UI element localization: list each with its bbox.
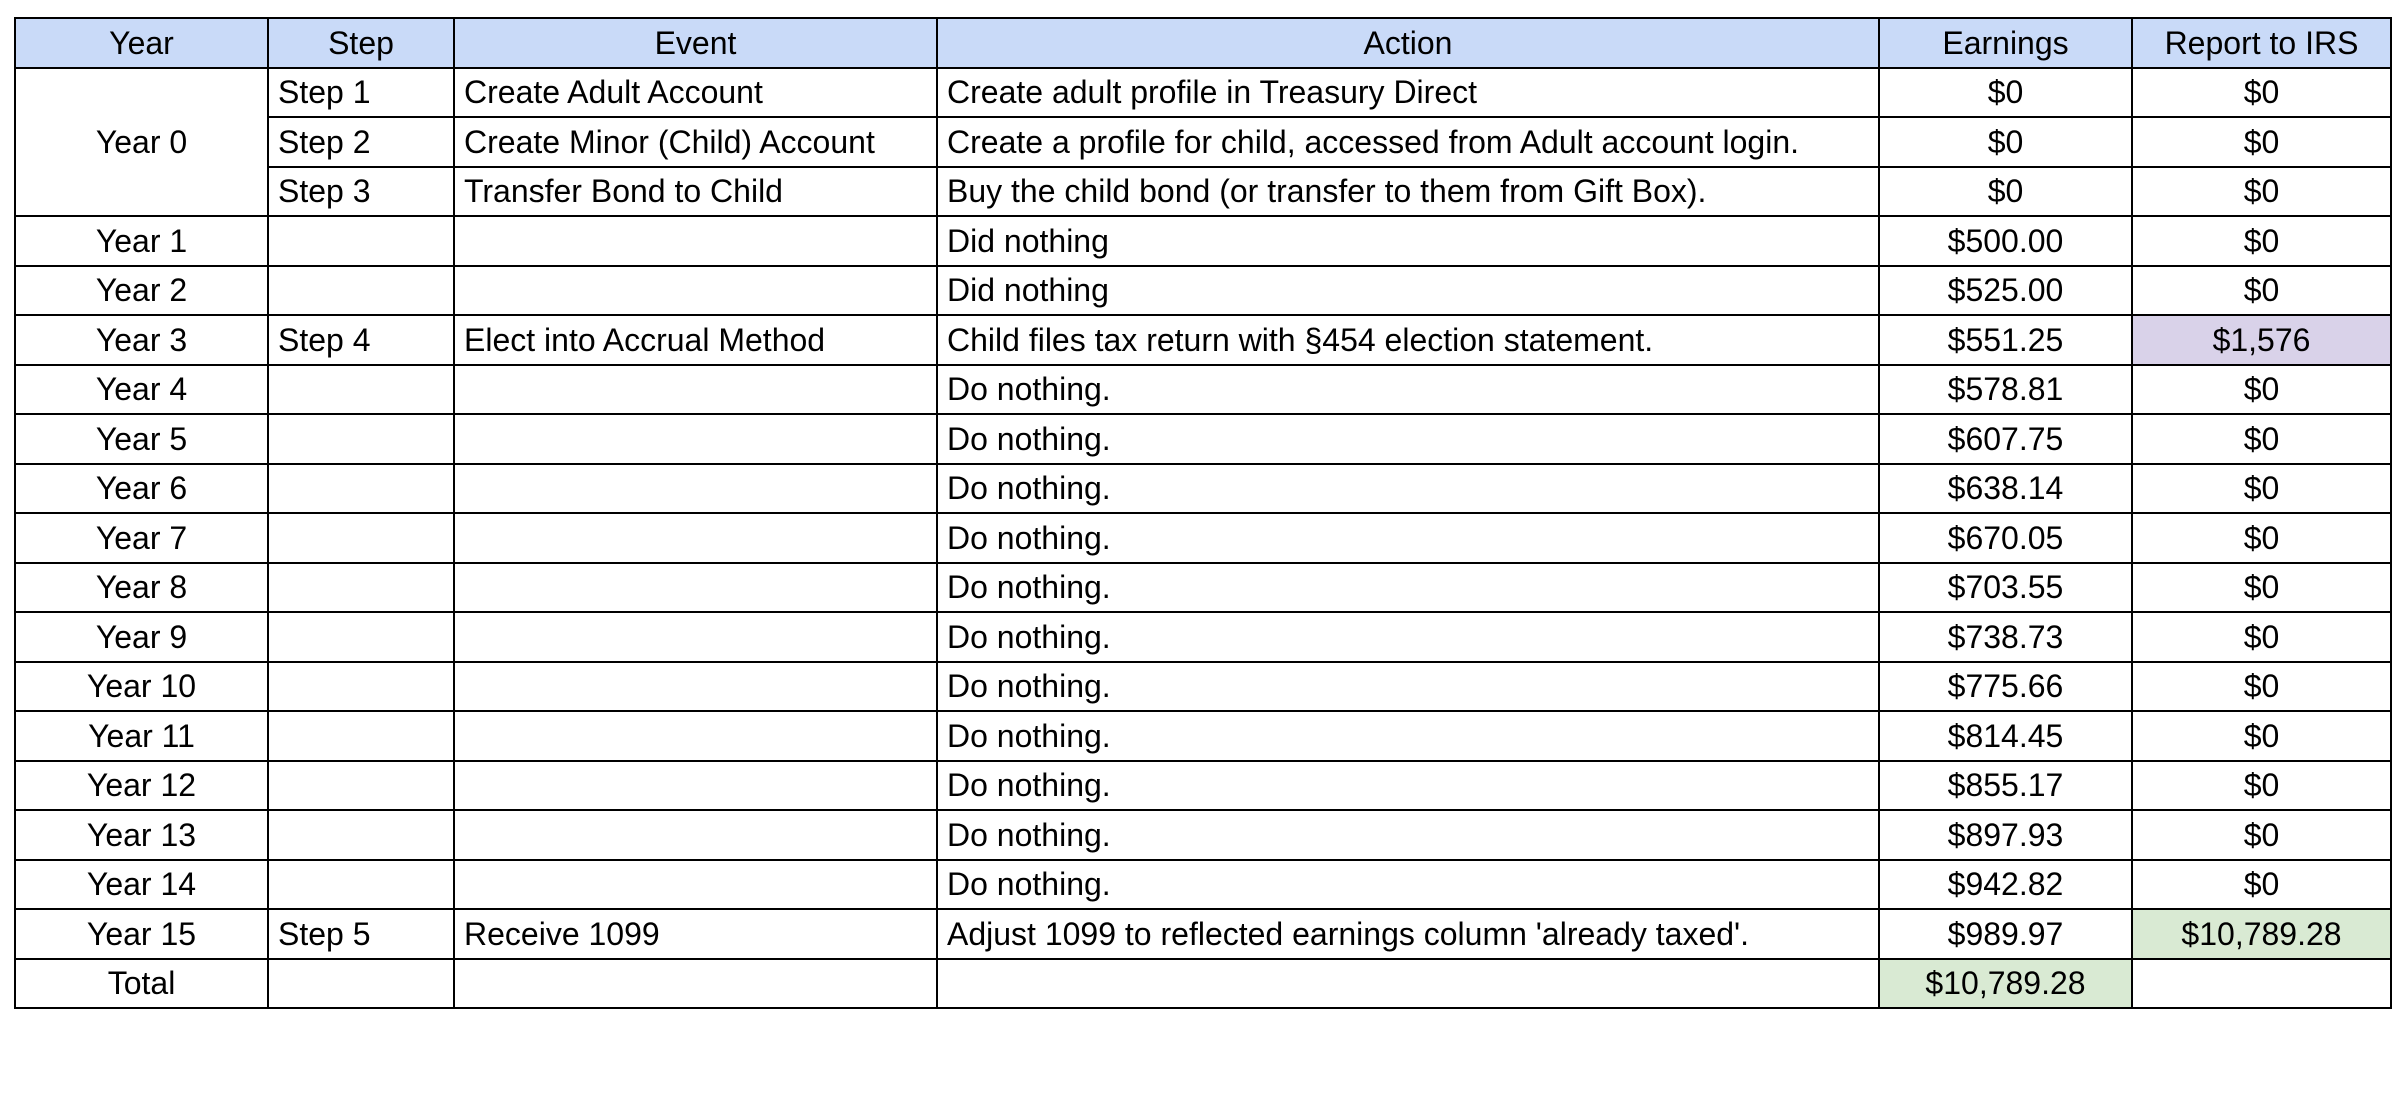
table-row	[15, 266, 2391, 316]
step-cell[interactable]: Step 2	[268, 117, 454, 167]
report-to-irs-cell[interactable]: $0	[2132, 414, 2391, 464]
step-cell[interactable]: Step 3	[268, 167, 454, 217]
earnings-cell[interactable]: $0	[1879, 117, 2132, 167]
table-header	[15, 18, 2391, 68]
action-cell[interactable]: Do nothing.	[937, 860, 1879, 910]
step-cell[interactable]	[268, 266, 454, 316]
event-cell[interactable]	[454, 464, 937, 514]
table-row	[15, 414, 2391, 464]
column-header-earnings[interactable]: Earnings	[1879, 18, 2132, 68]
report-to-irs-cell[interactable]: $10,789.28	[2132, 909, 2391, 959]
report-to-irs-cell[interactable]: $0	[2132, 810, 2391, 860]
earnings-cell[interactable]: $855.17	[1879, 761, 2132, 811]
table-row	[15, 711, 2391, 761]
year-cell[interactable]: Year 15	[15, 909, 268, 959]
action-cell[interactable]: Child files tax return with §454 election statement.	[937, 315, 1879, 365]
event-cell[interactable]	[454, 761, 937, 811]
action-cell[interactable]: Buy the child bond (or transfer to them from Gift Box).	[937, 167, 1879, 217]
action-cell[interactable]: Did nothing	[937, 216, 1879, 266]
column-header-year[interactable]: Year	[15, 18, 268, 68]
event-cell[interactable]	[454, 414, 937, 464]
step-cell[interactable]	[268, 464, 454, 514]
step-cell[interactable]: Step 5	[268, 909, 454, 959]
year-cell[interactable]: Year 5	[15, 414, 268, 464]
table-row	[15, 860, 2391, 910]
earnings-cell[interactable]: $989.97	[1879, 909, 2132, 959]
action-cell[interactable]: Do nothing.	[937, 365, 1879, 415]
earnings-cell[interactable]: $525.00	[1879, 266, 2132, 316]
step-cell[interactable]: Step 1	[268, 68, 454, 118]
report-to-irs-cell[interactable]: $0	[2132, 117, 2391, 167]
earnings-cell[interactable]: $578.81	[1879, 365, 2132, 415]
earnings-cell[interactable]: $551.25	[1879, 315, 2132, 365]
earnings-cell[interactable]: $738.73	[1879, 612, 2132, 662]
year-cell[interactable]: Year 3	[15, 315, 268, 365]
report-to-irs-cell[interactable]: $0	[2132, 167, 2391, 217]
earnings-cell[interactable]: $10,789.28	[1879, 959, 2132, 1009]
step-cell[interactable]	[268, 216, 454, 266]
earnings-cell[interactable]: $0	[1879, 167, 2132, 217]
report-to-irs-cell[interactable]	[2132, 959, 2391, 1009]
step-cell[interactable]	[268, 563, 454, 613]
step-cell[interactable]	[268, 810, 454, 860]
report-to-irs-cell[interactable]: $1,576	[2132, 315, 2391, 365]
table-row	[15, 365, 2391, 415]
column-header-event[interactable]: Event	[454, 18, 937, 68]
year-cell[interactable]: Year 11	[15, 711, 268, 761]
event-cell[interactable]: Elect into Accrual Method	[454, 315, 937, 365]
year-cell[interactable]: Year 12	[15, 761, 268, 811]
year-cell[interactable]: Year 6	[15, 464, 268, 514]
earnings-cell[interactable]: $703.55	[1879, 563, 2132, 613]
header-row	[15, 18, 2391, 68]
report-to-irs-cell[interactable]: $0	[2132, 464, 2391, 514]
table-row	[15, 315, 2391, 365]
year-cell[interactable]: Year 10	[15, 662, 268, 712]
earnings-cell[interactable]: $775.66	[1879, 662, 2132, 712]
report-to-irs-cell[interactable]: $0	[2132, 266, 2391, 316]
table-row	[15, 117, 2391, 167]
year-cell[interactable]: Year 13	[15, 810, 268, 860]
event-cell[interactable]: Transfer Bond to Child	[454, 167, 937, 217]
table-row	[15, 464, 2391, 514]
table-row	[15, 909, 2391, 959]
action-cell[interactable]: Do nothing.	[937, 662, 1879, 712]
table-row	[15, 761, 2391, 811]
total-row	[15, 959, 2391, 1009]
year-cell[interactable]: Year 1	[15, 216, 268, 266]
table-row	[15, 662, 2391, 712]
action-cell[interactable]: Create a profile for child, accessed from Adult account login.	[937, 117, 1879, 167]
step-cell[interactable]	[268, 414, 454, 464]
action-cell[interactable]: Do nothing.	[937, 563, 1879, 613]
action-cell[interactable]	[937, 959, 1879, 1009]
step-cell[interactable]	[268, 761, 454, 811]
action-cell[interactable]: Do nothing.	[937, 612, 1879, 662]
report-to-irs-cell[interactable]: $0	[2132, 711, 2391, 761]
report-to-irs-cell[interactable]: $0	[2132, 761, 2391, 811]
table-row	[15, 216, 2391, 266]
event-cell[interactable]: Receive 1099	[454, 909, 937, 959]
action-cell[interactable]: Do nothing.	[937, 761, 1879, 811]
year-cell[interactable]: Year 7	[15, 513, 268, 563]
table-row	[15, 513, 2391, 563]
earnings-cell[interactable]: $670.05	[1879, 513, 2132, 563]
step-cell[interactable]	[268, 860, 454, 910]
earnings-cell[interactable]: $897.93	[1879, 810, 2132, 860]
table-row	[15, 810, 2391, 860]
action-cell[interactable]: Did nothing	[937, 266, 1879, 316]
earnings-cell[interactable]: $942.82	[1879, 860, 2132, 910]
event-cell[interactable]	[454, 513, 937, 563]
event-cell[interactable]	[454, 365, 937, 415]
table-body	[15, 68, 2391, 1009]
year-cell[interactable]: Year 9	[15, 612, 268, 662]
column-header-step[interactable]: Step	[268, 18, 454, 68]
event-cell[interactable]	[454, 810, 937, 860]
column-header-action[interactable]: Action	[937, 18, 1879, 68]
event-cell[interactable]	[454, 662, 937, 712]
event-cell[interactable]	[454, 959, 937, 1009]
earnings-cell[interactable]: $814.45	[1879, 711, 2132, 761]
report-to-irs-cell[interactable]: $0	[2132, 860, 2391, 910]
report-to-irs-cell[interactable]: $0	[2132, 365, 2391, 415]
event-cell[interactable]	[454, 216, 937, 266]
year-cell[interactable]: Year 8	[15, 563, 268, 613]
step-cell[interactable]	[268, 711, 454, 761]
earnings-cell[interactable]: $0	[1879, 68, 2132, 118]
earnings-cell[interactable]: $500.00	[1879, 216, 2132, 266]
table-row	[15, 612, 2391, 662]
earnings-cell[interactable]: $607.75	[1879, 414, 2132, 464]
action-cell[interactable]: Create adult profile in Treasury Direct	[937, 68, 1879, 118]
step-cell[interactable]	[268, 513, 454, 563]
event-cell[interactable]: Create Adult Account	[454, 68, 937, 118]
step-cell[interactable]	[268, 365, 454, 415]
table-row	[15, 167, 2391, 217]
year-cell[interactable]: Year 0	[15, 68, 268, 217]
action-cell[interactable]: Do nothing.	[937, 810, 1879, 860]
earnings-cell[interactable]: $638.14	[1879, 464, 2132, 514]
report-to-irs-cell[interactable]: $0	[2132, 216, 2391, 266]
column-header-report-to-irs[interactable]: Report to IRS	[2132, 18, 2391, 68]
year-cell[interactable]: Year 4	[15, 365, 268, 415]
event-cell[interactable]	[454, 711, 937, 761]
step-cell[interactable]: Step 4	[268, 315, 454, 365]
report-to-irs-cell[interactable]: $0	[2132, 513, 2391, 563]
action-cell[interactable]: Do nothing.	[937, 464, 1879, 514]
event-cell[interactable]	[454, 266, 937, 316]
event-cell[interactable]	[454, 612, 937, 662]
event-cell[interactable]	[454, 860, 937, 910]
action-cell[interactable]: Adjust 1099 to reflected earnings column 'already taxed'.	[937, 909, 1879, 959]
action-cell[interactable]: Do nothing.	[937, 513, 1879, 563]
step-cell[interactable]	[268, 959, 454, 1009]
action-cell[interactable]: Do nothing.	[937, 711, 1879, 761]
table-row	[15, 68, 2391, 118]
event-cell[interactable]: Create Minor (Child) Account	[454, 117, 937, 167]
report-to-irs-cell[interactable]: $0	[2132, 563, 2391, 613]
step-cell[interactable]	[268, 662, 454, 712]
earnings-schedule-table	[14, 17, 2392, 1009]
report-to-irs-cell[interactable]: $0	[2132, 68, 2391, 118]
year-cell[interactable]: Total	[15, 959, 268, 1009]
action-cell[interactable]: Do nothing.	[937, 414, 1879, 464]
report-to-irs-cell[interactable]: $0	[2132, 662, 2391, 712]
table-row	[15, 563, 2391, 613]
event-cell[interactable]	[454, 563, 937, 613]
step-cell[interactable]	[268, 612, 454, 662]
year-cell[interactable]: Year 2	[15, 266, 268, 316]
year-cell[interactable]: Year 14	[15, 860, 268, 910]
report-to-irs-cell[interactable]: $0	[2132, 612, 2391, 662]
